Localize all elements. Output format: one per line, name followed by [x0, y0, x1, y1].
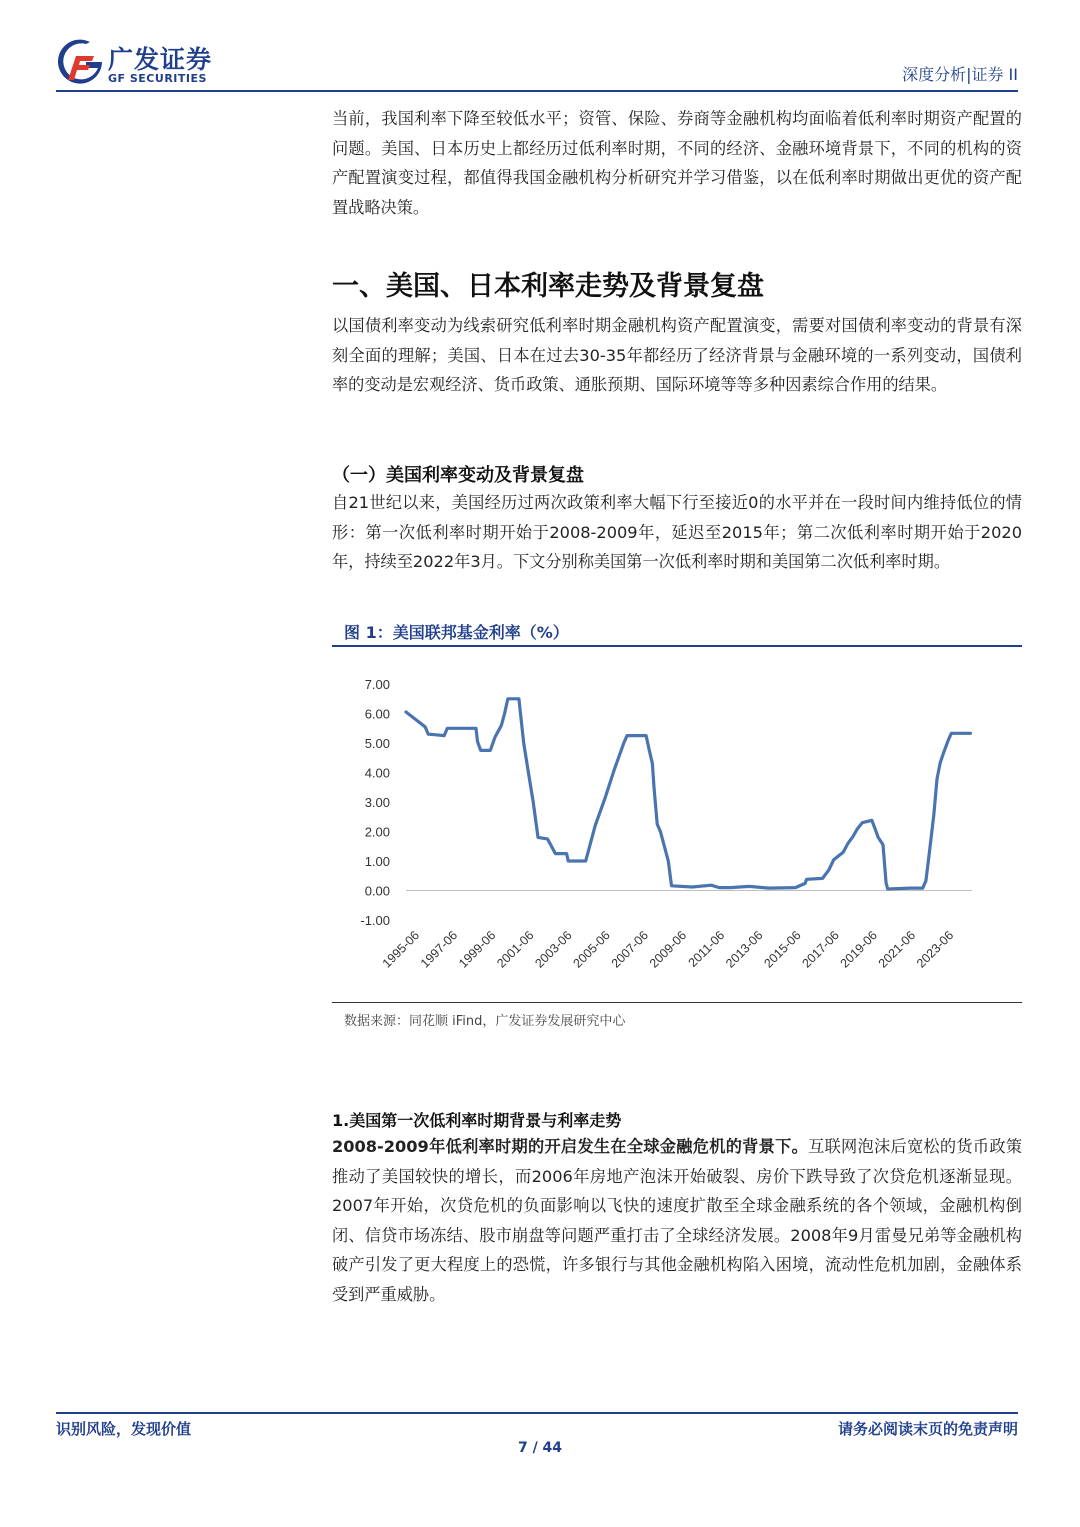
fed-funds-rate-line — [406, 699, 970, 889]
footer-rule — [56, 1412, 1018, 1414]
x-tick-label: 2023-06 — [913, 928, 957, 971]
x-tick-label: 2013-06 — [723, 928, 766, 971]
y-tick-label: 0.00 — [364, 883, 390, 899]
fed-funds-rate-chart — [332, 652, 1022, 1000]
logo-text-en: GF SECURITIES — [108, 72, 207, 85]
subsection-paragraph: 自21世纪以来，美国经历过两次政策利率大幅下行至接近0的水平并在一段时间内维持低位的情形：第一次低利率时期开始于2008-2009年，延迟至2015年；第二次低利率时期开始于2020年，持续至2022年3月。下文分别称美国第一次低利率时期和美国第二次低利率时期。 — [332, 493, 1022, 572]
x-tick-label: 2011-06 — [685, 928, 728, 970]
figure-bottom-rule — [332, 1002, 1022, 1003]
y-tick-label: 3.00 — [364, 795, 390, 810]
figure-source: 数据来源：同花顺 iFind，广发证券发展研究中心 — [344, 1014, 626, 1029]
x-tick-label: 2009-06 — [646, 928, 690, 971]
y-tick-label: 2.00 — [364, 824, 390, 840]
report-category: 深度分析|证券 II — [902, 65, 1018, 84]
y-tick-label: 7.00 — [364, 677, 390, 692]
section-title: 一、美国、日本利率走势及背景复盘 — [332, 271, 764, 302]
page-header — [56, 36, 1018, 96]
item-lead-bold: 2008-2009年低利率时期的开启发生在全球金融危机的背景下。 — [332, 1137, 809, 1156]
x-tick-label: 2017-06 — [799, 928, 842, 971]
x-tick-label: 2021-06 — [875, 928, 919, 971]
y-tick-label: -1.00 — [360, 913, 390, 928]
x-tick-label: 2003-06 — [532, 928, 575, 971]
x-tick-label: 2015-06 — [761, 928, 804, 971]
subsection-title: （一）美国利率变动及背景复盘 — [332, 465, 584, 486]
x-tick-label: 2001-06 — [494, 928, 537, 971]
item-paragraph — [332, 1132, 1022, 1310]
x-tick-label: 2005-06 — [570, 928, 613, 971]
section-paragraph: 以国债利率变动为线索研究低利率时期金融机构资产配置演变，需要对国债利率变动的背景有深刻全面的理解；美国、日本在过去30-35年都经历了经济背景与金融环境的一系列变动，国债利率的变动是宏观经济、货币政策、通胀预期、国际环境等等多种因素综合作用的结果。 — [332, 316, 1022, 395]
item-title: 1.美国第一次低利率时期背景与利率走势 — [332, 1111, 622, 1130]
y-tick-label: 4.00 — [364, 765, 390, 781]
footer-slogan: 识别风险，发现价值 — [56, 1420, 192, 1438]
x-tick-label: 1995-06 — [379, 928, 423, 971]
gf-logo-icon — [56, 38, 104, 86]
figure-top-rule — [332, 645, 1022, 647]
y-tick-label: 6.00 — [364, 706, 390, 722]
y-tick-label: 5.00 — [364, 736, 390, 751]
header-rule — [56, 90, 1018, 92]
x-tick-label: 2019-06 — [837, 928, 880, 971]
figure-title: 图 1：美国联邦基金利率（%） — [344, 623, 569, 642]
x-tick-label: 2007-06 — [608, 928, 652, 971]
company-logo — [56, 38, 236, 90]
footer-disclaimer: 请务必阅读末页的免责声明 — [837, 1420, 1018, 1438]
page-number: 7 / 44 — [517, 1440, 563, 1456]
intro-paragraph: 当前，我国利率下降至较低水平；资管、保险、券商等金融机构均面临着低利率时期资产配置的问题。美国、日本历史上都经历过低利率时期，不同的经济、金融环境背景下，不同的机构的资产配置演变过程，都值得我国金融机构分析研究并学习借鉴，以在低利率时期做出更优的资产配置战略决策。 — [332, 109, 1022, 217]
y-tick-label: 1.00 — [364, 854, 390, 869]
x-tick-label: 1997-06 — [417, 928, 461, 971]
logo-text-cn: 广发证券 — [108, 45, 213, 74]
item-paragraph-text: 互联网泡沫后宽松的货币政策推动了美国较快的增长，而2006年房地产泡沫开始破裂、房价下跌导致了次贷危机逐渐显现。2007年开始，次贷危机的负面影响以飞快的速度扩散至全球金融系统的各个领域，金融机构倒闭、信贷市场冻结、股市崩盘等问题严重打击了全球经济发展。2008年9月雷曼兄弟等金融机构破产引发了更大程度上的恐慌，许多银行与其他金融机构陷入困境，流动性危机加剧，金融体系受到严重威胁。 — [332, 1137, 1023, 1304]
x-tick-label: 1999-06 — [456, 928, 499, 971]
